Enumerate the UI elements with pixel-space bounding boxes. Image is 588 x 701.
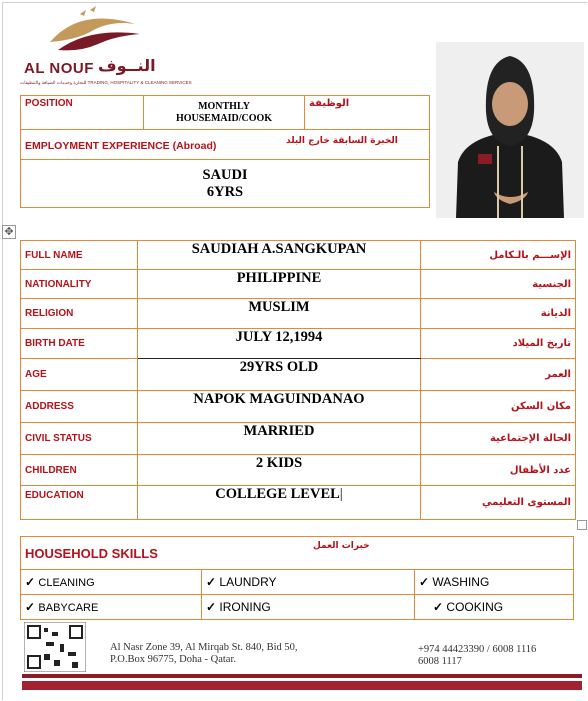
company-tagline: للتجارة وخدمات الضيافة والتنظيفات TRADING, HOSPITALITY & CLEANING SERVICES	[20, 80, 192, 85]
detail-row	[21, 455, 576, 486]
skill-babycare	[21, 595, 202, 620]
check-icon: ✓	[433, 600, 444, 614]
detail-label-ar: تاريخ الميلاد	[421, 329, 576, 359]
qr-code-icon	[24, 622, 86, 672]
experience-value	[21, 160, 430, 208]
text-cursor: |	[339, 486, 343, 502]
detail-row	[21, 359, 576, 391]
detail-row	[21, 270, 576, 299]
detail-label-ar: عدد الأطفال	[421, 455, 576, 486]
skill-cooking	[415, 595, 574, 620]
detail-value: 29YRS OLD	[138, 359, 421, 391]
skills-table	[20, 536, 574, 620]
education-value-text: COLLEGE LEVEL	[215, 486, 340, 502]
person-photo-icon	[436, 42, 584, 218]
company-name-ar: النــوف	[98, 56, 156, 75]
detail-label-ar: الحالة الإجتماعية	[421, 423, 576, 455]
detail-label-ar: الجنسية	[421, 270, 576, 299]
check-icon: ✓	[25, 600, 36, 614]
skill-washing	[415, 570, 574, 595]
detail-label: CIVIL STATUS	[21, 423, 138, 455]
position-value	[144, 96, 305, 130]
skill-label: BABYCARE	[38, 602, 99, 614]
skills-header	[21, 537, 574, 570]
position-label-ar: الوظيفة	[305, 96, 430, 130]
address-line2: P.O.Box 96775, Doha - Qatar.	[110, 654, 236, 665]
skill-label: CLEANING	[38, 577, 95, 589]
detail-label: BIRTH DATE	[21, 329, 138, 359]
detail-label-ar: الإســـم بالـكامل	[421, 241, 576, 270]
detail-row	[21, 423, 576, 455]
footer-address	[110, 642, 298, 666]
detail-label-ar: مكان السكن	[421, 391, 576, 423]
detail-label: AGE	[21, 359, 138, 391]
detail-label: CHILDREN	[21, 455, 138, 486]
logo-emblem-icon	[20, 2, 170, 62]
detail-label: ADDRESS	[21, 391, 138, 423]
detail-label: NATIONALITY	[21, 270, 138, 299]
detail-label-ar: العمر	[421, 359, 576, 391]
skill-label: LAUNDRY	[219, 575, 277, 589]
details-body	[21, 241, 576, 520]
detail-label: FULL NAME	[21, 241, 138, 270]
detail-row	[21, 299, 576, 329]
position-value-line2: HOUSEMAID/COOK	[175, 112, 273, 124]
skill-ironing	[202, 595, 415, 620]
detail-value: SAUDIAH A.SANGKUPAN	[138, 241, 421, 270]
candidate-photo	[436, 42, 584, 218]
footer-bar-thin	[22, 674, 582, 678]
skill-label: WASHING	[432, 575, 490, 589]
check-icon: ✓	[206, 600, 217, 614]
experience-label-ar: الخبرة السابقة خارج البلد	[286, 136, 398, 146]
company-logo	[20, 2, 192, 88]
experience-label: EMPLOYMENT EXPERIENCE (Abroad)	[25, 139, 217, 152]
detail-label-ar: الديانة	[421, 299, 576, 329]
detail-row	[21, 241, 576, 270]
skills-title-ar: خبرات العمل	[313, 541, 370, 551]
skill-cleaning	[21, 570, 202, 595]
detail-row	[21, 486, 576, 520]
detail-value[interactable]	[138, 486, 421, 520]
footer-bar-thick	[22, 681, 582, 690]
table-resize-handle[interactable]	[577, 520, 587, 530]
experience-value-line1: SAUDI	[202, 166, 248, 183]
skill-laundry	[202, 570, 415, 595]
detail-value: MUSLIM	[138, 299, 421, 329]
detail-label-ar: المستوى التعليمي	[421, 486, 576, 520]
check-icon: ✓	[25, 575, 36, 589]
qr-code	[24, 622, 86, 672]
detail-value: MARRIED	[138, 423, 421, 455]
detail-label: EDUCATION	[21, 486, 138, 520]
position-value-line1: MONTHLY	[198, 100, 250, 112]
phone-line1: +974 44423390 / 6008 1116	[418, 644, 537, 655]
detail-label: RELIGION	[21, 299, 138, 329]
detail-value: PHILIPPINE	[138, 270, 421, 299]
phone-line2: 6008 1117	[418, 656, 462, 667]
position-table	[20, 95, 430, 208]
skills-title: HOUSEHOLD SKILLS	[25, 545, 158, 561]
experience-value-line2: 6YRS	[206, 183, 244, 200]
skill-label: IRONING	[219, 600, 271, 614]
table-move-handle[interactable]: ✥	[2, 225, 16, 239]
address-line1: Al Nasr Zone 39, Al Mirqab St. 840, Bid 50,	[110, 642, 298, 653]
check-icon: ✓	[206, 575, 217, 589]
experience-label-row	[21, 130, 430, 160]
detail-value: 2 KIDS	[138, 455, 421, 486]
company-name-en: AL NOUF	[24, 60, 94, 77]
footer-phone	[418, 644, 536, 668]
detail-row	[21, 391, 576, 423]
detail-value: JULY 12,1994	[138, 329, 421, 359]
detail-row	[21, 329, 576, 359]
check-icon: ✓	[419, 575, 430, 589]
skill-label: COOKING	[446, 600, 504, 614]
detail-value: NAPOK MAGUINDANAO	[138, 391, 421, 423]
personal-details-table	[20, 240, 576, 520]
position-label: POSITION	[21, 96, 144, 130]
